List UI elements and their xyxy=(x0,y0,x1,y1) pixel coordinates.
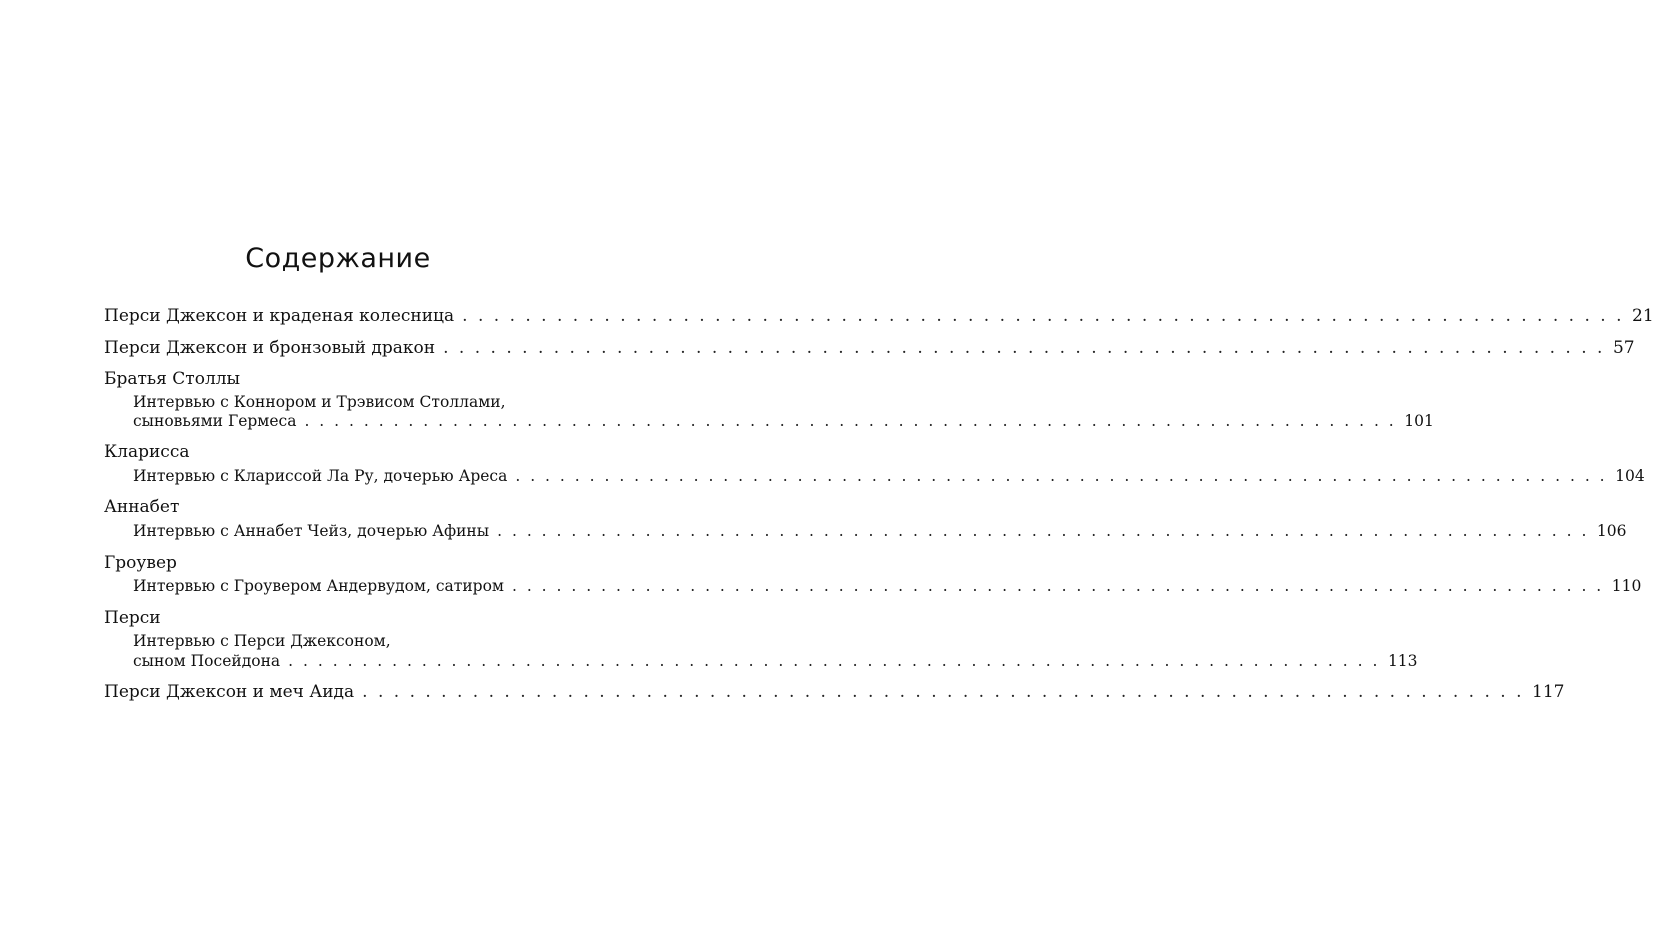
toc-entry-title: сыном Посейдона xyxy=(133,652,281,670)
toc-entry-title: сыновьями Гермеса xyxy=(133,412,297,430)
dot-leader: . . . . . . . . . . . . . . . . . . . . . . . . . . . . . . . . . . . . . . . . . . . . . . . . . . . . . . . . . . . . . . . . . . . . . . . . . . xyxy=(304,412,1397,430)
toc-page-number: 117 xyxy=(1532,682,1565,702)
toc-section-heading: Братья Столлы xyxy=(104,369,241,389)
toc-interview-line[interactable]: Интервью с Перси Джексоном, xyxy=(133,632,391,650)
toc-entry-title: Перси Джексон и бронзовый дракон xyxy=(104,338,436,358)
toc-interview-entry-5[interactable] xyxy=(133,652,1418,670)
toc-page-number: 106 xyxy=(1596,522,1627,540)
toc-page-number: 57 xyxy=(1612,338,1635,358)
dot-leader: . . . . . . . . . . . . . . . . . . . . . . . . . . . . . . . . . . . . . . . . . . . . . . . . . . . . . . . . . . . . . . . . . . . . . . . . . . xyxy=(362,682,1525,702)
toc-page-number: 101 xyxy=(1404,412,1434,430)
toc-entry-title: Интервью с Гроувером Андервудом, сатиром xyxy=(133,577,504,595)
dot-leader: . . . . . . . . . . . . . . . . . . . . . . . . . . . . . . . . . . . . . . . . . . . . . . . . . . . . . . . . . . . . . . . . . . . . . . . . . . xyxy=(515,467,1608,485)
toc-page-number: 104 xyxy=(1615,467,1645,485)
toc-page-number: 110 xyxy=(1611,577,1642,595)
toc-interview-entry-4[interactable] xyxy=(133,577,1642,595)
toc-entry-title: Интервью с Аннабет Чейз, дочерью Афины xyxy=(133,522,490,540)
toc-interview-line[interactable]: Интервью с Коннором и Трэвисом Столлами, xyxy=(133,393,506,411)
dot-leader: . . . . . . . . . . . . . . . . . . . . . . . . . . . . . . . . . . . . . . . . . . . . . . . . . . . . . . . . . . . . . . . . . . . . . . . . . . xyxy=(288,652,1380,670)
toc-entry-2[interactable] xyxy=(104,338,1635,358)
toc-section-heading: Кларисса xyxy=(104,442,190,462)
toc-interview-entry-3[interactable] xyxy=(133,522,1627,540)
toc-page-number: 21 xyxy=(1632,306,1654,326)
toc-interview-entry-1[interactable] xyxy=(133,412,1434,430)
dot-leader: . . . . . . . . . . . . . . . . . . . . . . . . . . . . . . . . . . . . . . . . . . . . . . . . . . . . . . . . . . . . . . . . . . . . . . . . . . xyxy=(511,577,1604,595)
dot-leader: . . . . . . . . . . . . . . . . . . . . . . . . . . . . . . . . . . . . . . . . . . . . . . . . . . . . . . . . . . . . . . . . . . . . . . . . . . xyxy=(497,522,1589,540)
toc-entry-title: Интервью с Клариссой Ла Ру, дочерью Ареса xyxy=(133,467,508,485)
toc-section-heading: Аннабет xyxy=(104,497,180,517)
page-title: Содержание xyxy=(245,243,431,274)
toc-section-heading: Перси xyxy=(104,608,161,628)
toc-interview-entry-2[interactable] xyxy=(133,467,1645,485)
toc-entry-title: Перси Джексон и краденая колесница xyxy=(104,306,455,326)
dot-leader: . . . . . . . . . . . . . . . . . . . . . . . . . . . . . . . . . . . . . . . . . . . . . . . . . . . . . . . . . . . . . . . . . . . . . . . . . . xyxy=(443,338,1605,358)
toc-entry-title: Перси Джексон и меч Аида xyxy=(104,682,355,702)
dot-leader: . . . . . . . . . . . . . . . . . . . . . . . . . . . . . . . . . . . . . . . . . . . . . . . . . . . . . . . . . . . . . . . . . . . . . . . . . . xyxy=(462,306,1625,326)
toc-entry-3[interactable] xyxy=(104,682,1565,702)
table-of-contents xyxy=(104,0,1654,926)
toc-entry-1[interactable] xyxy=(104,306,1654,326)
toc-page-number: 113 xyxy=(1387,652,1418,670)
toc-section-heading: Гроувер xyxy=(104,553,177,573)
